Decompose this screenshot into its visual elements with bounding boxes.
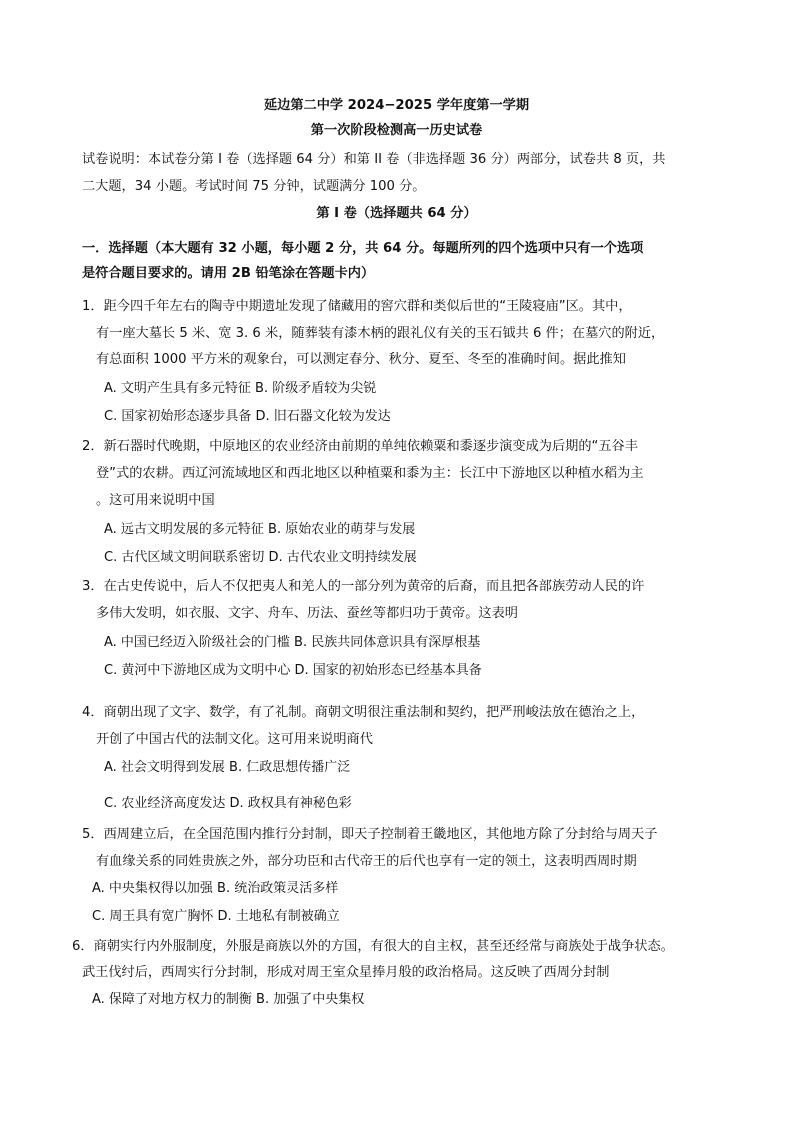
- question-2-line-3: 。这可用来说明中国: [96, 493, 215, 508]
- question-4-options-ab: A. 社会文明得到发展 B. 仁政思想传播广泛: [104, 760, 351, 775]
- exam-title: 延边第二中学 2024−2025 学年度第一学期: [263, 98, 530, 113]
- question-5-line-1: 5．西周建立后，在全国范围内推行分封制，即天子控制着王畿地区，其他地方除了分封给与周天子: [82, 827, 658, 842]
- question-5-options-ab: A. 中央集权得以加强 B. 统治政策灵活多样: [92, 881, 339, 896]
- section1-heading-line-1: 一．选择题（本大题有 32 小题，每小题 2 分，共 64 分。每题所列的四个选项中只有一个选项: [82, 241, 644, 256]
- question-4-line-1: 4．商朝出现了文字、数学，有了礼制。商朝文明很注重法制和契约，把严刑峻法放在德治之上，: [82, 705, 645, 720]
- question-3-line-1: 3．在古史传说中，后人不仅把夷人和羌人的一部分列为黄帝的后裔，而且把各部族劳动人民的许: [82, 579, 645, 594]
- section1-heading-line-2: 是符合题目要求的。请用 2B 铅笔涂在答题卡内）: [82, 266, 375, 281]
- question-2-options-cd: C. 古代区域文明间联系密切 D. 古代农业文明持续发展: [104, 550, 417, 565]
- question-6-line-1: 6．商朝实行内外服制度，外服是商族以外的方国，有很大的自主权，甚至还经常与商族处于战争状态。: [72, 939, 674, 954]
- instructions-line-1: 试卷说明：本试卷分第 I 卷（选择题 64 分）和第 II 卷（非选择题 36 分）两部分，试卷共 8 页，共: [82, 152, 666, 167]
- question-1-options-ab: A. 文明产生具有多元特征 B. 阶级矛盾较为尖锐: [104, 381, 377, 396]
- question-6-options-ab: A. 保障了对地方权力的制衡 B. 加强了中央集权: [92, 992, 365, 1007]
- question-3-options-cd: C. 黄河中下游地区成为文明中心 D. 国家的初始形态已经基本具备: [104, 663, 482, 678]
- question-4-options-cd: C. 农业经济高度发达 D. 政权具有神秘色彩: [104, 796, 352, 811]
- part1-title: 第 I 卷（选择题共 64 分）: [316, 206, 477, 221]
- question-1-line-2: 有一座大墓长 5 米、宽 3. 6 米，随葬装有漆木柄的跟礼仪有关的玉石钺共 6 件；在墓穴的附近，: [96, 326, 665, 341]
- exam-subtitle: 第一次阶段检测高一历史试卷: [310, 123, 483, 138]
- instructions-line-2: 二大题，34 小题。考试时间 75 分钟，试题满分 100 分。: [82, 179, 426, 194]
- question-2-line-1: 2．新石器时代晚期，中原地区的农业经济由前期的单纯依赖粟和黍逐步演变成为后期的“五谷丰: [82, 439, 638, 454]
- question-5-line-2: 有血缘关系的同姓贵族之外，部分功臣和古代帝王的后代也享有一定的领土，这表明西周时期: [96, 854, 637, 869]
- question-3-line-2: 多伟大发明，如衣服、文字、舟车、历法、蚕丝等都归功于黄帝。这表明: [96, 606, 518, 621]
- question-1-options-cd: C. 国家初始形态逐步具备 D. 旧石器文化较为发达: [104, 409, 391, 424]
- question-1-line-1: 1．距今四千年左右的陶寺中期遗址发现了储藏用的窖穴群和类似后世的“王陵寝庙”区。其中，: [82, 299, 632, 314]
- question-6-line-2: 武王伐纣后，西周实行分封制，形成对周王室众星捧月般的政治格局。这反映了西周分封制: [82, 965, 610, 980]
- question-4-line-2: 开创了中国古代的法制文化。这可用来说明商代: [96, 732, 373, 747]
- question-1-line-3: 有总面积 1000 平方米的观象台，可以测定春分、秋分、夏至、冬至的准确时间。据此推知: [96, 352, 626, 367]
- question-5-options-cd: C. 周王具有宽广胸怀 D. 土地私有制被确立: [92, 909, 340, 924]
- question-2-line-2: 登”式的农耕。西辽河流域地区和西北地区以种植粟和黍为主：长江中下游地区以种植水稻为主: [96, 466, 644, 481]
- question-2-options-ab: A. 远古文明发展的多元特征 B. 原始农业的萌芽与发展: [104, 522, 416, 537]
- question-3-options-ab: A. 中国已经迈入阶级社会的门槛 B. 民族共同体意识具有深厚根基: [104, 635, 481, 650]
